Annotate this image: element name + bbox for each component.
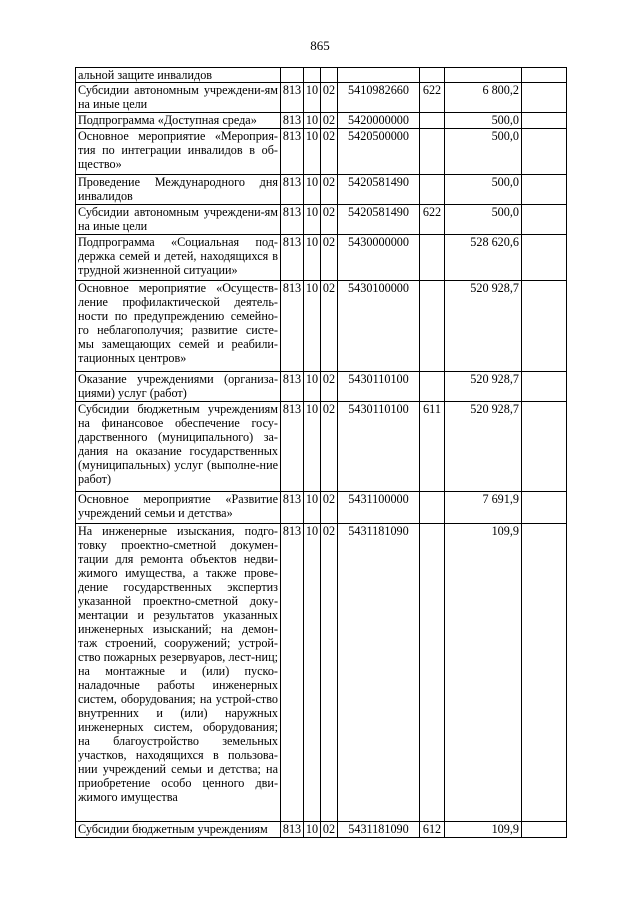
row-amount-cell: 520 928,7	[445, 281, 522, 372]
row-expense-type-cell	[420, 129, 445, 175]
table-row	[76, 492, 567, 524]
row-section-cell: 10	[304, 129, 321, 175]
row-grbs-cell: 813	[281, 205, 304, 235]
table-row	[76, 524, 567, 822]
row-section-cell: 10	[304, 524, 321, 822]
row-name-cell: Субсидии автономным учреждени-ям на иные цели	[76, 205, 281, 235]
row-subsection-cell: 02	[321, 492, 338, 524]
row-expense-type-cell	[420, 492, 445, 524]
row-expense-type-cell	[420, 235, 445, 281]
row-expense-type-cell: 622	[420, 83, 445, 113]
row-section-cell	[304, 68, 321, 83]
row-target-code-cell: 5431181090	[338, 822, 420, 838]
row-extra-cell	[522, 175, 567, 205]
row-extra-cell	[522, 113, 567, 129]
row-amount-cell: 500,0	[445, 205, 522, 235]
row-extra-cell	[522, 68, 567, 83]
row-expense-type-cell: 612	[420, 822, 445, 838]
row-extra-cell	[522, 281, 567, 372]
row-name-cell: Субсидии автономным учреждени-ям на иные цели	[76, 83, 281, 113]
row-expense-type-cell	[420, 281, 445, 372]
row-section-cell: 10	[304, 83, 321, 113]
row-name-cell: Подпрограмма «Доступная среда»	[76, 113, 281, 129]
row-extra-cell	[522, 235, 567, 281]
row-amount-cell: 7 691,9	[445, 492, 522, 524]
row-grbs-cell: 813	[281, 822, 304, 838]
row-target-code-cell: 5420000000	[338, 113, 420, 129]
row-extra-cell	[522, 402, 567, 492]
row-section-cell: 10	[304, 402, 321, 492]
row-target-code-cell: 5420581490	[338, 175, 420, 205]
table-row	[76, 402, 567, 492]
row-amount-cell: 500,0	[445, 113, 522, 129]
row-grbs-cell: 813	[281, 235, 304, 281]
row-subsection-cell: 02	[321, 235, 338, 281]
row-amount-cell: 520 928,7	[445, 372, 522, 402]
row-target-code-cell	[338, 68, 420, 83]
row-subsection-cell: 02	[321, 402, 338, 492]
table-row	[76, 175, 567, 205]
row-extra-cell	[522, 205, 567, 235]
row-expense-type-cell	[420, 68, 445, 83]
row-expense-type-cell	[420, 175, 445, 205]
row-extra-cell	[522, 822, 567, 838]
row-expense-type-cell: 611	[420, 402, 445, 492]
row-expense-type-cell	[420, 372, 445, 402]
table-body	[76, 68, 567, 838]
row-section-cell: 10	[304, 175, 321, 205]
row-grbs-cell: 813	[281, 402, 304, 492]
row-amount-cell: 500,0	[445, 175, 522, 205]
table-row	[76, 129, 567, 175]
row-subsection-cell: 02	[321, 83, 338, 113]
row-extra-cell	[522, 524, 567, 822]
row-name-cell: альной защите инвалидов	[76, 68, 281, 83]
row-name-cell: Основное мероприятие «Осуществ-ление профилактической деятель-ности по предупреждению семейно-го неблагополучия; развитие систе-мы замещающих семей и реабили-тационных центров»	[76, 281, 281, 372]
row-name-cell: Проведение Международного дня инвалидов	[76, 175, 281, 205]
row-subsection-cell	[321, 68, 338, 83]
row-amount-cell: 109,9	[445, 524, 522, 822]
row-grbs-cell: 813	[281, 372, 304, 402]
row-expense-type-cell	[420, 524, 445, 822]
row-section-cell: 10	[304, 113, 321, 129]
row-target-code-cell: 5410982660	[338, 83, 420, 113]
row-amount-cell	[445, 68, 522, 83]
row-target-code-cell: 5420500000	[338, 129, 420, 175]
row-target-code-cell: 5430110100	[338, 372, 420, 402]
table-row	[76, 822, 567, 838]
row-target-code-cell: 5431181090	[338, 524, 420, 822]
row-grbs-cell: 813	[281, 524, 304, 822]
row-section-cell: 10	[304, 372, 321, 402]
row-target-code-cell: 5420581490	[338, 205, 420, 235]
row-grbs-cell: 813	[281, 129, 304, 175]
row-grbs-cell: 813	[281, 492, 304, 524]
row-name-cell: Основное мероприятие «Мероприя-тия по интеграции инвалидов в об-щество»	[76, 129, 281, 175]
row-section-cell: 10	[304, 822, 321, 838]
budget-table	[75, 67, 567, 838]
row-subsection-cell: 02	[321, 524, 338, 822]
row-amount-cell: 528 620,6	[445, 235, 522, 281]
row-amount-cell: 109,9	[445, 822, 522, 838]
table-row	[76, 372, 567, 402]
row-target-code-cell: 5431100000	[338, 492, 420, 524]
row-subsection-cell: 02	[321, 822, 338, 838]
table-row	[76, 83, 567, 113]
row-grbs-cell: 813	[281, 281, 304, 372]
row-section-cell: 10	[304, 205, 321, 235]
page-number: 865	[310, 38, 330, 53]
row-name-cell: Основное мероприятие «Развитие учреждений семьи и детства»	[76, 492, 281, 524]
table-row	[76, 113, 567, 129]
row-section-cell: 10	[304, 235, 321, 281]
row-target-code-cell: 5430110100	[338, 402, 420, 492]
row-section-cell: 10	[304, 492, 321, 524]
row-name-cell: Оказание учреждениями (организа-циями) услуг (работ)	[76, 372, 281, 402]
row-extra-cell	[522, 492, 567, 524]
table-row	[76, 281, 567, 372]
row-name-cell: Субсидии бюджетным учреждениям на финансовое обеспечение госу-дарственного (муниципального) за-дания на оказание государственных (муниципальных) услуг (выполне-ние работ)	[76, 402, 281, 492]
row-subsection-cell: 02	[321, 372, 338, 402]
row-name-cell: На инженерные изыскания, подго-товку проектно-сметной докумен-тации для ремонта объектов недви-жимого имущества, а также прове-дение государственных экспертиз указанной проектно-сметной доку-ментации и результатов указанных инженерных изысканий; на демон-таж строений, сооружений; устрой-ство пожарных резервуаров, лест-ниц; на монтажные и (или) пуско-наладочные работы инженерных систем, оборудования; на устрой-ство внутренних и (или) наружных инженерных систем, оборудования; на благоустройство земельных участков, находящихся в пользова-нии учреждений семьи и детства; на приобретение особо ценного дви-жимого имущества	[76, 524, 281, 822]
row-extra-cell	[522, 83, 567, 113]
row-target-code-cell: 5430000000	[338, 235, 420, 281]
row-amount-cell: 500,0	[445, 129, 522, 175]
row-grbs-cell	[281, 68, 304, 83]
table-row	[76, 205, 567, 235]
row-subsection-cell: 02	[321, 205, 338, 235]
row-section-cell: 10	[304, 281, 321, 372]
row-grbs-cell: 813	[281, 175, 304, 205]
row-subsection-cell: 02	[321, 175, 338, 205]
row-amount-cell: 520 928,7	[445, 402, 522, 492]
row-subsection-cell: 02	[321, 113, 338, 129]
row-extra-cell	[522, 372, 567, 402]
row-expense-type-cell: 622	[420, 205, 445, 235]
row-subsection-cell: 02	[321, 281, 338, 372]
table-row	[76, 68, 567, 83]
table-row	[76, 235, 567, 281]
row-name-cell: Субсидии бюджетным учреждениям	[76, 822, 281, 838]
row-extra-cell	[522, 129, 567, 175]
row-grbs-cell: 813	[281, 83, 304, 113]
row-name-cell: Подпрограмма «Социальная под-держка семей и детей, находящихся в трудной жизненной ситуации»	[76, 235, 281, 281]
row-amount-cell: 6 800,2	[445, 83, 522, 113]
row-subsection-cell: 02	[321, 129, 338, 175]
row-grbs-cell: 813	[281, 113, 304, 129]
row-target-code-cell: 5430100000	[338, 281, 420, 372]
row-expense-type-cell	[420, 113, 445, 129]
